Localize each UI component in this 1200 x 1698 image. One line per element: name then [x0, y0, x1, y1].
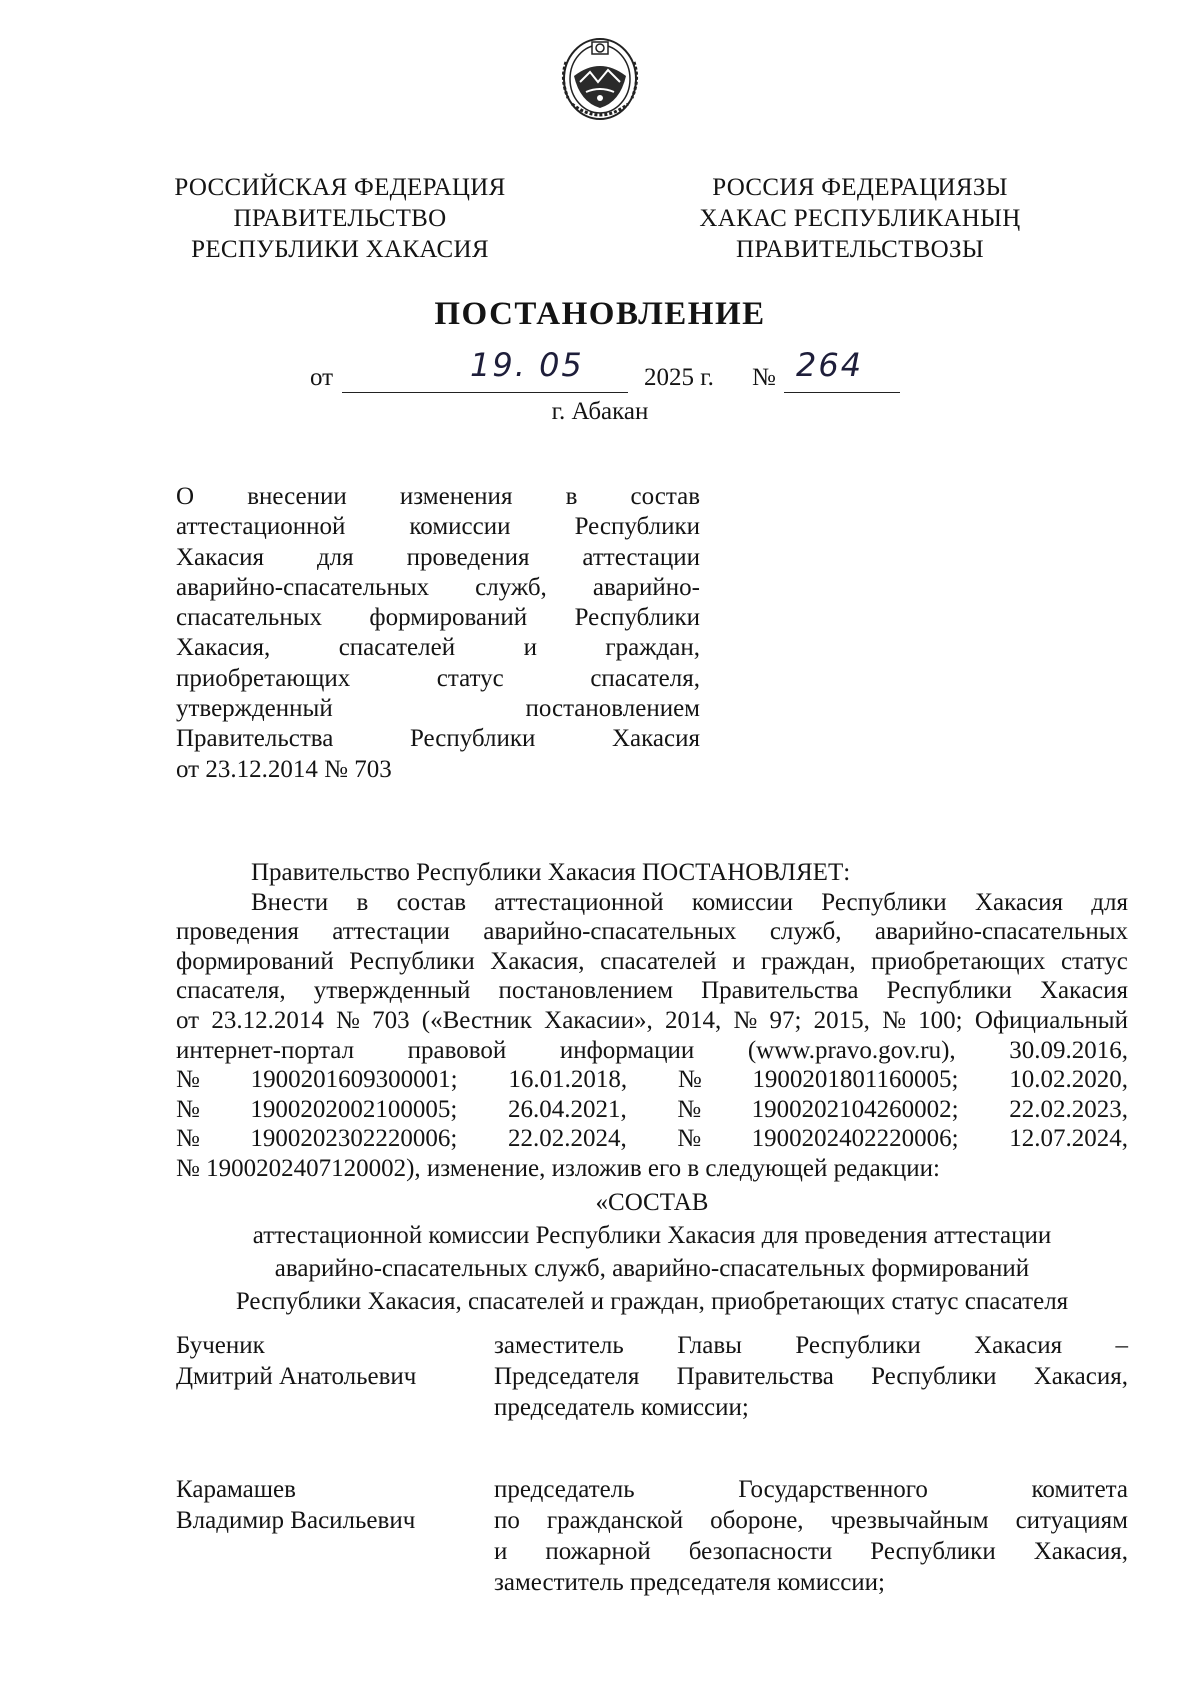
paragraph-line	[176, 917, 1128, 947]
word: Республики	[870, 1538, 996, 1565]
word: 1900202104260002;	[751, 1095, 959, 1123]
member-name	[176, 1474, 476, 1536]
date-prefix: от	[310, 364, 334, 391]
word: комитета	[1031, 1476, 1128, 1503]
word: изменения	[399, 483, 513, 510]
word: 1900202302220006;	[250, 1125, 458, 1153]
subject-line	[176, 694, 700, 724]
header-right-line: ХАКАС РЕСПУБЛИКАНЫҢ	[699, 205, 1021, 232]
header-right-line: РОССИЯ ФЕДЕРАЦИЯЗЫ	[712, 174, 1008, 201]
word: Правительства	[176, 725, 334, 753]
word: Внести	[251, 888, 329, 916]
word: обороне,	[710, 1507, 804, 1534]
paragraph-line	[176, 888, 1128, 918]
word: для	[316, 543, 354, 571]
word: постановлением	[498, 977, 674, 1005]
paragraph-last-line: № 1900202407120002), изменение, изложив его в следующей редакции:	[176, 1154, 940, 1182]
word: №	[677, 1125, 702, 1153]
subject-line	[176, 573, 700, 603]
word: Хакасия	[974, 1332, 1063, 1359]
word: статус	[436, 664, 504, 692]
number-blank-line	[784, 392, 900, 393]
word: Республики	[409, 725, 536, 753]
word: №	[733, 1006, 758, 1034]
word: Главы	[677, 1332, 742, 1359]
word: 23.12.2014	[211, 1006, 324, 1034]
paragraph-line	[176, 976, 1128, 1006]
word: 22.02.2024,	[507, 1125, 627, 1153]
word: интернет-портал	[176, 1036, 355, 1064]
word: постановлением	[525, 695, 700, 723]
word: («Вестник	[421, 1006, 532, 1034]
word: утвержденный	[176, 695, 333, 723]
word: 10.02.2020,	[1009, 1066, 1128, 1094]
word: ситуациям	[1015, 1507, 1128, 1534]
word: –	[1115, 1332, 1128, 1359]
paragraph-line	[176, 1036, 1128, 1066]
word: Хакасия,	[176, 634, 271, 662]
word: 97;	[769, 1006, 802, 1034]
word: Хакасия,	[1033, 1363, 1128, 1390]
member-role	[494, 1330, 1128, 1423]
word: 26.04.2021,	[507, 1095, 627, 1123]
word: чрезвычайным	[830, 1507, 989, 1534]
word: 1900201609300001;	[250, 1066, 458, 1094]
handwritten-number: 264	[796, 346, 864, 384]
word: Хакасия,	[1033, 1538, 1128, 1565]
word: №	[882, 1006, 906, 1034]
word: и	[494, 1538, 508, 1565]
word: 1900202402220006;	[751, 1125, 959, 1153]
word: и	[523, 634, 537, 662]
word: 16.01.2018,	[508, 1066, 628, 1094]
subject-line	[176, 543, 700, 573]
word: (www.pravo.gov.ru),	[747, 1036, 956, 1064]
khakassia-coat-of-arms-icon	[556, 32, 644, 124]
role-line	[494, 1505, 1128, 1536]
resolution-intro: Правительство Республики Хакасия ПОСТАНОВЛЯЕТ:	[251, 859, 851, 886]
word: Республики	[349, 947, 475, 975]
member-surname: Карамашев	[176, 1476, 296, 1503]
word: заместитель	[494, 1332, 624, 1359]
member-surname: Бученик	[176, 1332, 265, 1359]
word: Республики	[871, 1363, 997, 1390]
paragraph-line	[176, 947, 1128, 977]
word: 100;	[918, 1006, 963, 1034]
word: проведения	[406, 543, 530, 571]
word: Председателя	[494, 1363, 640, 1390]
word: 12.07.2024,	[1009, 1125, 1128, 1153]
word: 2015,	[813, 1006, 870, 1034]
word: №	[336, 1006, 360, 1034]
paragraph-line	[176, 1095, 1128, 1125]
word: для	[1091, 888, 1128, 916]
subject-line	[176, 633, 700, 663]
word: утвержденный	[313, 977, 471, 1005]
word: служб,	[769, 918, 842, 946]
handwritten-date: 19. 05	[470, 346, 584, 384]
word: Хакасия	[974, 888, 1063, 916]
word: председатель	[494, 1476, 635, 1503]
word: состав	[396, 888, 467, 916]
word: и	[732, 947, 746, 975]
word: граждан,	[605, 634, 700, 662]
word: формирований	[369, 604, 528, 632]
subject-line	[176, 664, 700, 694]
composition-subtitle-line: аварийно-спасательных служб, аварийно-спасательных формирований	[274, 1255, 1030, 1282]
date-blank-line	[342, 392, 628, 393]
word: в	[356, 888, 369, 916]
word: приобретающих	[176, 664, 351, 692]
role-last-line: заместитель председателя комиссии;	[494, 1569, 886, 1596]
word: аттестационной	[176, 513, 346, 541]
word: Республики	[821, 888, 947, 916]
word: Хакасия,	[490, 947, 585, 975]
word: 22.02.2023,	[1009, 1095, 1128, 1123]
word: граждан,	[761, 947, 856, 975]
word: Хакасия	[612, 725, 700, 753]
word: 703	[372, 1006, 410, 1034]
word: Хакасия	[176, 543, 264, 571]
subject-last-line: от 23.12.2014 № 703	[176, 755, 392, 783]
word: Республики	[574, 604, 700, 632]
word: 2014,	[664, 1006, 722, 1034]
word: Правительства	[701, 977, 859, 1005]
word: спасателей	[600, 947, 717, 975]
member-role	[494, 1474, 1128, 1598]
member-given-names: Дмитрий Анатольевич	[176, 1363, 417, 1390]
word: внесении	[247, 483, 347, 510]
word: правовой	[407, 1036, 507, 1064]
year-label: 2025 г.	[644, 364, 714, 391]
resolution-body	[176, 858, 1128, 1184]
word: безопасности	[688, 1538, 833, 1565]
word: аварийно-спасательных	[176, 573, 430, 601]
composition-heading-block	[176, 1186, 1128, 1318]
word: Хакасии»,	[544, 1006, 653, 1034]
word: №	[176, 1095, 200, 1123]
paragraph-line	[176, 1065, 1128, 1095]
word: Государственного	[738, 1476, 928, 1503]
word: аварийно-спасательных	[874, 918, 1128, 946]
member-given-names: Владимир Васильевич	[176, 1507, 416, 1534]
role-line	[494, 1474, 1128, 1505]
subject-line	[176, 724, 700, 754]
word: статус	[1060, 947, 1128, 975]
word: Республики	[574, 513, 700, 541]
paragraph-line	[176, 1006, 1128, 1036]
word: 30.09.2016,	[1009, 1036, 1128, 1064]
subject-line	[176, 482, 700, 512]
word: по	[494, 1507, 520, 1534]
role-line	[494, 1536, 1128, 1567]
word: №	[677, 1066, 702, 1094]
word: Официальный	[974, 1006, 1128, 1034]
word: информации	[559, 1036, 695, 1064]
member-name	[176, 1330, 476, 1392]
word: №	[176, 1125, 200, 1153]
document-title: ПОСТАНОВЛЕНИЕ	[434, 296, 766, 332]
header-left-line: РЕСПУБЛИКИ ХАКАСИЯ	[191, 236, 489, 263]
word: 1900201801160005;	[752, 1066, 959, 1094]
role-line	[494, 1361, 1128, 1392]
word: Республики	[886, 977, 1012, 1005]
word: аварийно-спасательных	[483, 918, 737, 946]
word: комиссии	[691, 888, 793, 916]
word: приобретающих	[871, 947, 1046, 975]
word: служб,	[475, 573, 547, 601]
word: спасательных	[176, 604, 322, 632]
number-sign: №	[752, 364, 776, 391]
header-right-line: ПРАВИТЕЛЬСТВОЗЫ	[736, 236, 984, 263]
composition-subtitle-line: Республики Хакасия, спасателей и граждан, приобретающих статус спасателя	[235, 1288, 1069, 1315]
role-line	[494, 1330, 1128, 1361]
word: аттестации	[332, 918, 450, 946]
subject-block	[176, 482, 700, 785]
word: О	[176, 483, 195, 510]
word: Хакасия	[1039, 977, 1128, 1005]
word: комиссии	[409, 513, 511, 541]
header-left	[170, 172, 510, 265]
word: аттестационной	[494, 888, 664, 916]
header-left-line: ПРАВИТЕЛЬСТВО	[233, 205, 447, 232]
word: состав	[630, 483, 700, 510]
word: пожарной	[545, 1538, 651, 1565]
word: аттестации	[582, 543, 700, 571]
paragraph-line	[176, 1124, 1128, 1154]
word: гражданской	[546, 1507, 684, 1534]
header-left-line: РОССИЙСКАЯ ФЕДЕРАЦИЯ	[174, 174, 506, 201]
word: спасателей	[338, 634, 456, 662]
subject-line	[176, 512, 700, 542]
subject-line	[176, 603, 700, 633]
word: №	[176, 1066, 200, 1094]
word: проведения	[176, 918, 299, 946]
word: аварийно-	[592, 573, 700, 601]
word: спасателя,	[176, 977, 286, 1005]
word: в	[565, 483, 578, 510]
composition-heading: «СОСТАВ	[595, 1189, 709, 1216]
word: 1900202002100005;	[250, 1095, 458, 1123]
word: Правительства	[676, 1363, 834, 1390]
word: формирований	[176, 947, 334, 975]
word: №	[677, 1095, 702, 1123]
composition-subtitle-line: аттестационной комиссии Республики Хакасия для проведения аттестации	[252, 1222, 1052, 1249]
role-last-line: председатель комиссии;	[494, 1394, 749, 1421]
word: спасателя,	[590, 664, 700, 692]
city: г. Абакан	[551, 398, 649, 425]
header-right	[690, 172, 1030, 265]
word: Республики	[795, 1332, 921, 1359]
word: от	[176, 1006, 200, 1034]
